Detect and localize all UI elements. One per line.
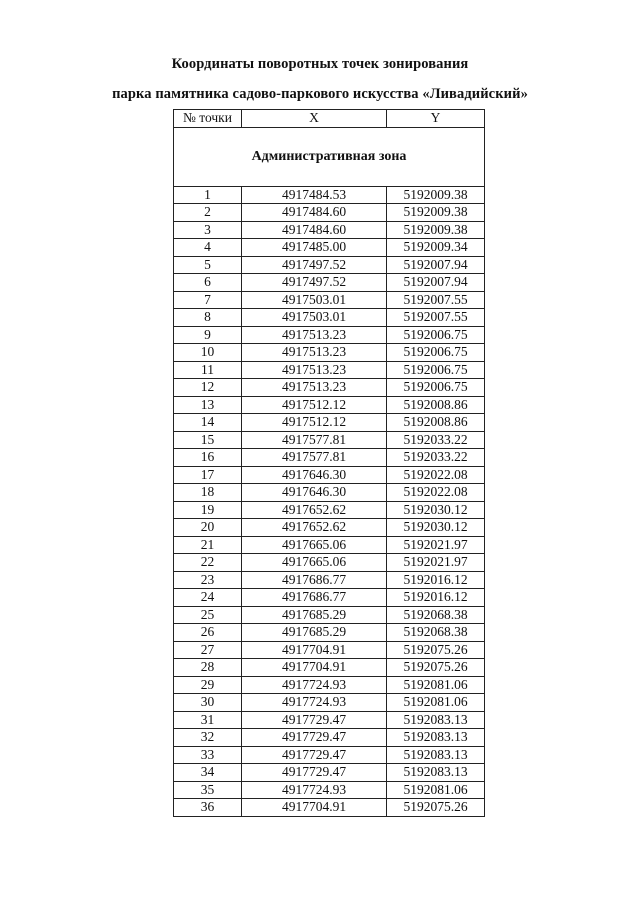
point-number-cell: 7 [174,291,242,309]
y-coordinate-cell: 5192009.38 [387,221,485,239]
table-row [174,519,485,537]
table-row [174,746,485,764]
x-coordinate-cell: 4917512.12 [242,396,387,414]
x-coordinate-cell: 4917704.91 [242,659,387,677]
y-coordinate-cell: 5192021.97 [387,554,485,572]
point-number-cell: 3 [174,221,242,239]
table-row [174,449,485,467]
x-coordinate-cell: 4917497.52 [242,274,387,292]
x-coordinate-cell: 4917686.77 [242,589,387,607]
y-coordinate-cell: 5192021.97 [387,536,485,554]
table-row [174,624,485,642]
y-coordinate-cell: 5192007.55 [387,309,485,327]
table-row [174,711,485,729]
y-coordinate-cell: 5192007.94 [387,274,485,292]
table-row [174,186,485,204]
point-number-cell: 11 [174,361,242,379]
table-row [174,466,485,484]
x-coordinate-cell: 4917729.47 [242,764,387,782]
table-row [174,256,485,274]
x-coordinate-cell: 4917513.23 [242,326,387,344]
header-x: X [242,110,387,128]
y-coordinate-cell: 5192022.08 [387,484,485,502]
table-row [174,676,485,694]
x-coordinate-cell: 4917646.30 [242,484,387,502]
document-title: Координаты поворотных точек зонирования [171,56,469,72]
point-number-cell: 21 [174,536,242,554]
x-coordinate-cell: 4917513.23 [242,379,387,397]
point-number-cell: 10 [174,344,242,362]
table-row [174,764,485,782]
point-number-cell: 2 [174,204,242,222]
point-number-cell: 23 [174,571,242,589]
y-coordinate-cell: 5192022.08 [387,466,485,484]
point-number-cell: 9 [174,326,242,344]
point-number-cell: 15 [174,431,242,449]
y-coordinate-cell: 5192033.22 [387,431,485,449]
x-coordinate-cell: 4917704.91 [242,641,387,659]
point-number-cell: 18 [174,484,242,502]
y-coordinate-cell: 5192006.75 [387,344,485,362]
x-coordinate-cell: 4917484.60 [242,204,387,222]
point-number-cell: 31 [174,711,242,729]
point-number-cell: 16 [174,449,242,467]
x-coordinate-cell: 4917724.93 [242,781,387,799]
table-row [174,204,485,222]
x-coordinate-cell: 4917577.81 [242,449,387,467]
table-row [174,571,485,589]
y-coordinate-cell: 5192081.06 [387,676,485,694]
point-number-cell: 20 [174,519,242,537]
table-header-row [174,110,485,128]
table-row [174,396,485,414]
point-number-cell: 24 [174,589,242,607]
y-coordinate-cell: 5192083.13 [387,746,485,764]
y-coordinate-cell: 5192083.13 [387,729,485,747]
y-coordinate-cell: 5192008.86 [387,396,485,414]
point-number-cell: 25 [174,606,242,624]
point-number-cell: 14 [174,414,242,432]
x-coordinate-cell: 4917724.93 [242,694,387,712]
point-number-cell: 29 [174,676,242,694]
y-coordinate-cell: 5192030.12 [387,501,485,519]
x-coordinate-cell: 4917665.06 [242,554,387,572]
y-coordinate-cell: 5192075.26 [387,799,485,817]
table-row [174,641,485,659]
y-coordinate-cell: 5192083.13 [387,711,485,729]
x-coordinate-cell: 4917484.60 [242,221,387,239]
table-row [174,239,485,257]
point-number-cell: 35 [174,781,242,799]
x-coordinate-cell: 4917729.47 [242,711,387,729]
x-coordinate-cell: 4917577.81 [242,431,387,449]
table-row [174,361,485,379]
table-row [174,414,485,432]
table-row [174,291,485,309]
table-row [174,379,485,397]
x-coordinate-cell: 4917497.52 [242,256,387,274]
point-number-cell: 1 [174,186,242,204]
point-number-cell: 26 [174,624,242,642]
point-number-cell: 22 [174,554,242,572]
y-coordinate-cell: 5192075.26 [387,641,485,659]
table-row [174,799,485,817]
x-coordinate-cell: 4917646.30 [242,466,387,484]
x-coordinate-cell: 4917484.53 [242,186,387,204]
y-coordinate-cell: 5192030.12 [387,519,485,537]
coordinates-table [173,109,485,817]
x-coordinate-cell: 4917513.23 [242,344,387,362]
x-coordinate-cell: 4917485.00 [242,239,387,257]
table-row [174,431,485,449]
table-row [174,344,485,362]
table-row [174,484,485,502]
y-coordinate-cell: 5192081.06 [387,694,485,712]
point-number-cell: 30 [174,694,242,712]
x-coordinate-cell: 4917729.47 [242,746,387,764]
y-coordinate-cell: 5192009.38 [387,204,485,222]
point-number-cell: 34 [174,764,242,782]
y-coordinate-cell: 5192009.34 [387,239,485,257]
y-coordinate-cell: 5192068.38 [387,624,485,642]
x-coordinate-cell: 4917652.62 [242,501,387,519]
table-row [174,554,485,572]
point-number-cell: 4 [174,239,242,257]
table-row [174,274,485,292]
x-coordinate-cell: 4917512.12 [242,414,387,432]
table-body [174,127,485,816]
x-coordinate-cell: 4917685.29 [242,624,387,642]
table-row [174,326,485,344]
x-coordinate-cell: 4917503.01 [242,309,387,327]
table-row [174,501,485,519]
x-coordinate-cell: 4917704.91 [242,799,387,817]
table-row [174,781,485,799]
point-number-cell: 13 [174,396,242,414]
y-coordinate-cell: 5192007.94 [387,256,485,274]
y-coordinate-cell: 5192016.12 [387,589,485,607]
x-coordinate-cell: 4917724.93 [242,676,387,694]
y-coordinate-cell: 5192007.55 [387,291,485,309]
y-coordinate-cell: 5192068.38 [387,606,485,624]
point-number-cell: 28 [174,659,242,677]
y-coordinate-cell: 5192083.13 [387,764,485,782]
y-coordinate-cell: 5192081.06 [387,781,485,799]
header-y: Y [387,110,485,128]
table-row [174,694,485,712]
point-number-cell: 5 [174,256,242,274]
zone-label: Административная зона [174,127,485,186]
table-row [174,309,485,327]
y-coordinate-cell: 5192033.22 [387,449,485,467]
table-row [174,221,485,239]
y-coordinate-cell: 5192016.12 [387,571,485,589]
y-coordinate-cell: 5192008.86 [387,414,485,432]
x-coordinate-cell: 4917686.77 [242,571,387,589]
point-number-cell: 36 [174,799,242,817]
table-row [174,589,485,607]
header-point-number: № точки [174,110,242,128]
table-row [174,606,485,624]
table-row [174,536,485,554]
y-coordinate-cell: 5192006.75 [387,379,485,397]
zone-row [174,127,485,186]
point-number-cell: 32 [174,729,242,747]
x-coordinate-cell: 4917652.62 [242,519,387,537]
table-row [174,659,485,677]
point-number-cell: 17 [174,466,242,484]
point-number-cell: 8 [174,309,242,327]
y-coordinate-cell: 5192075.26 [387,659,485,677]
table-row [174,729,485,747]
x-coordinate-cell: 4917729.47 [242,729,387,747]
x-coordinate-cell: 4917513.23 [242,361,387,379]
x-coordinate-cell: 4917665.06 [242,536,387,554]
point-number-cell: 12 [174,379,242,397]
y-coordinate-cell: 5192006.75 [387,326,485,344]
y-coordinate-cell: 5192006.75 [387,361,485,379]
point-number-cell: 33 [174,746,242,764]
y-coordinate-cell: 5192009.38 [387,186,485,204]
point-number-cell: 19 [174,501,242,519]
point-number-cell: 6 [174,274,242,292]
x-coordinate-cell: 4917503.01 [242,291,387,309]
document-subtitle: парка памятника садово-паркового искусства «Ливадийский» [112,86,528,102]
x-coordinate-cell: 4917685.29 [242,606,387,624]
point-number-cell: 27 [174,641,242,659]
